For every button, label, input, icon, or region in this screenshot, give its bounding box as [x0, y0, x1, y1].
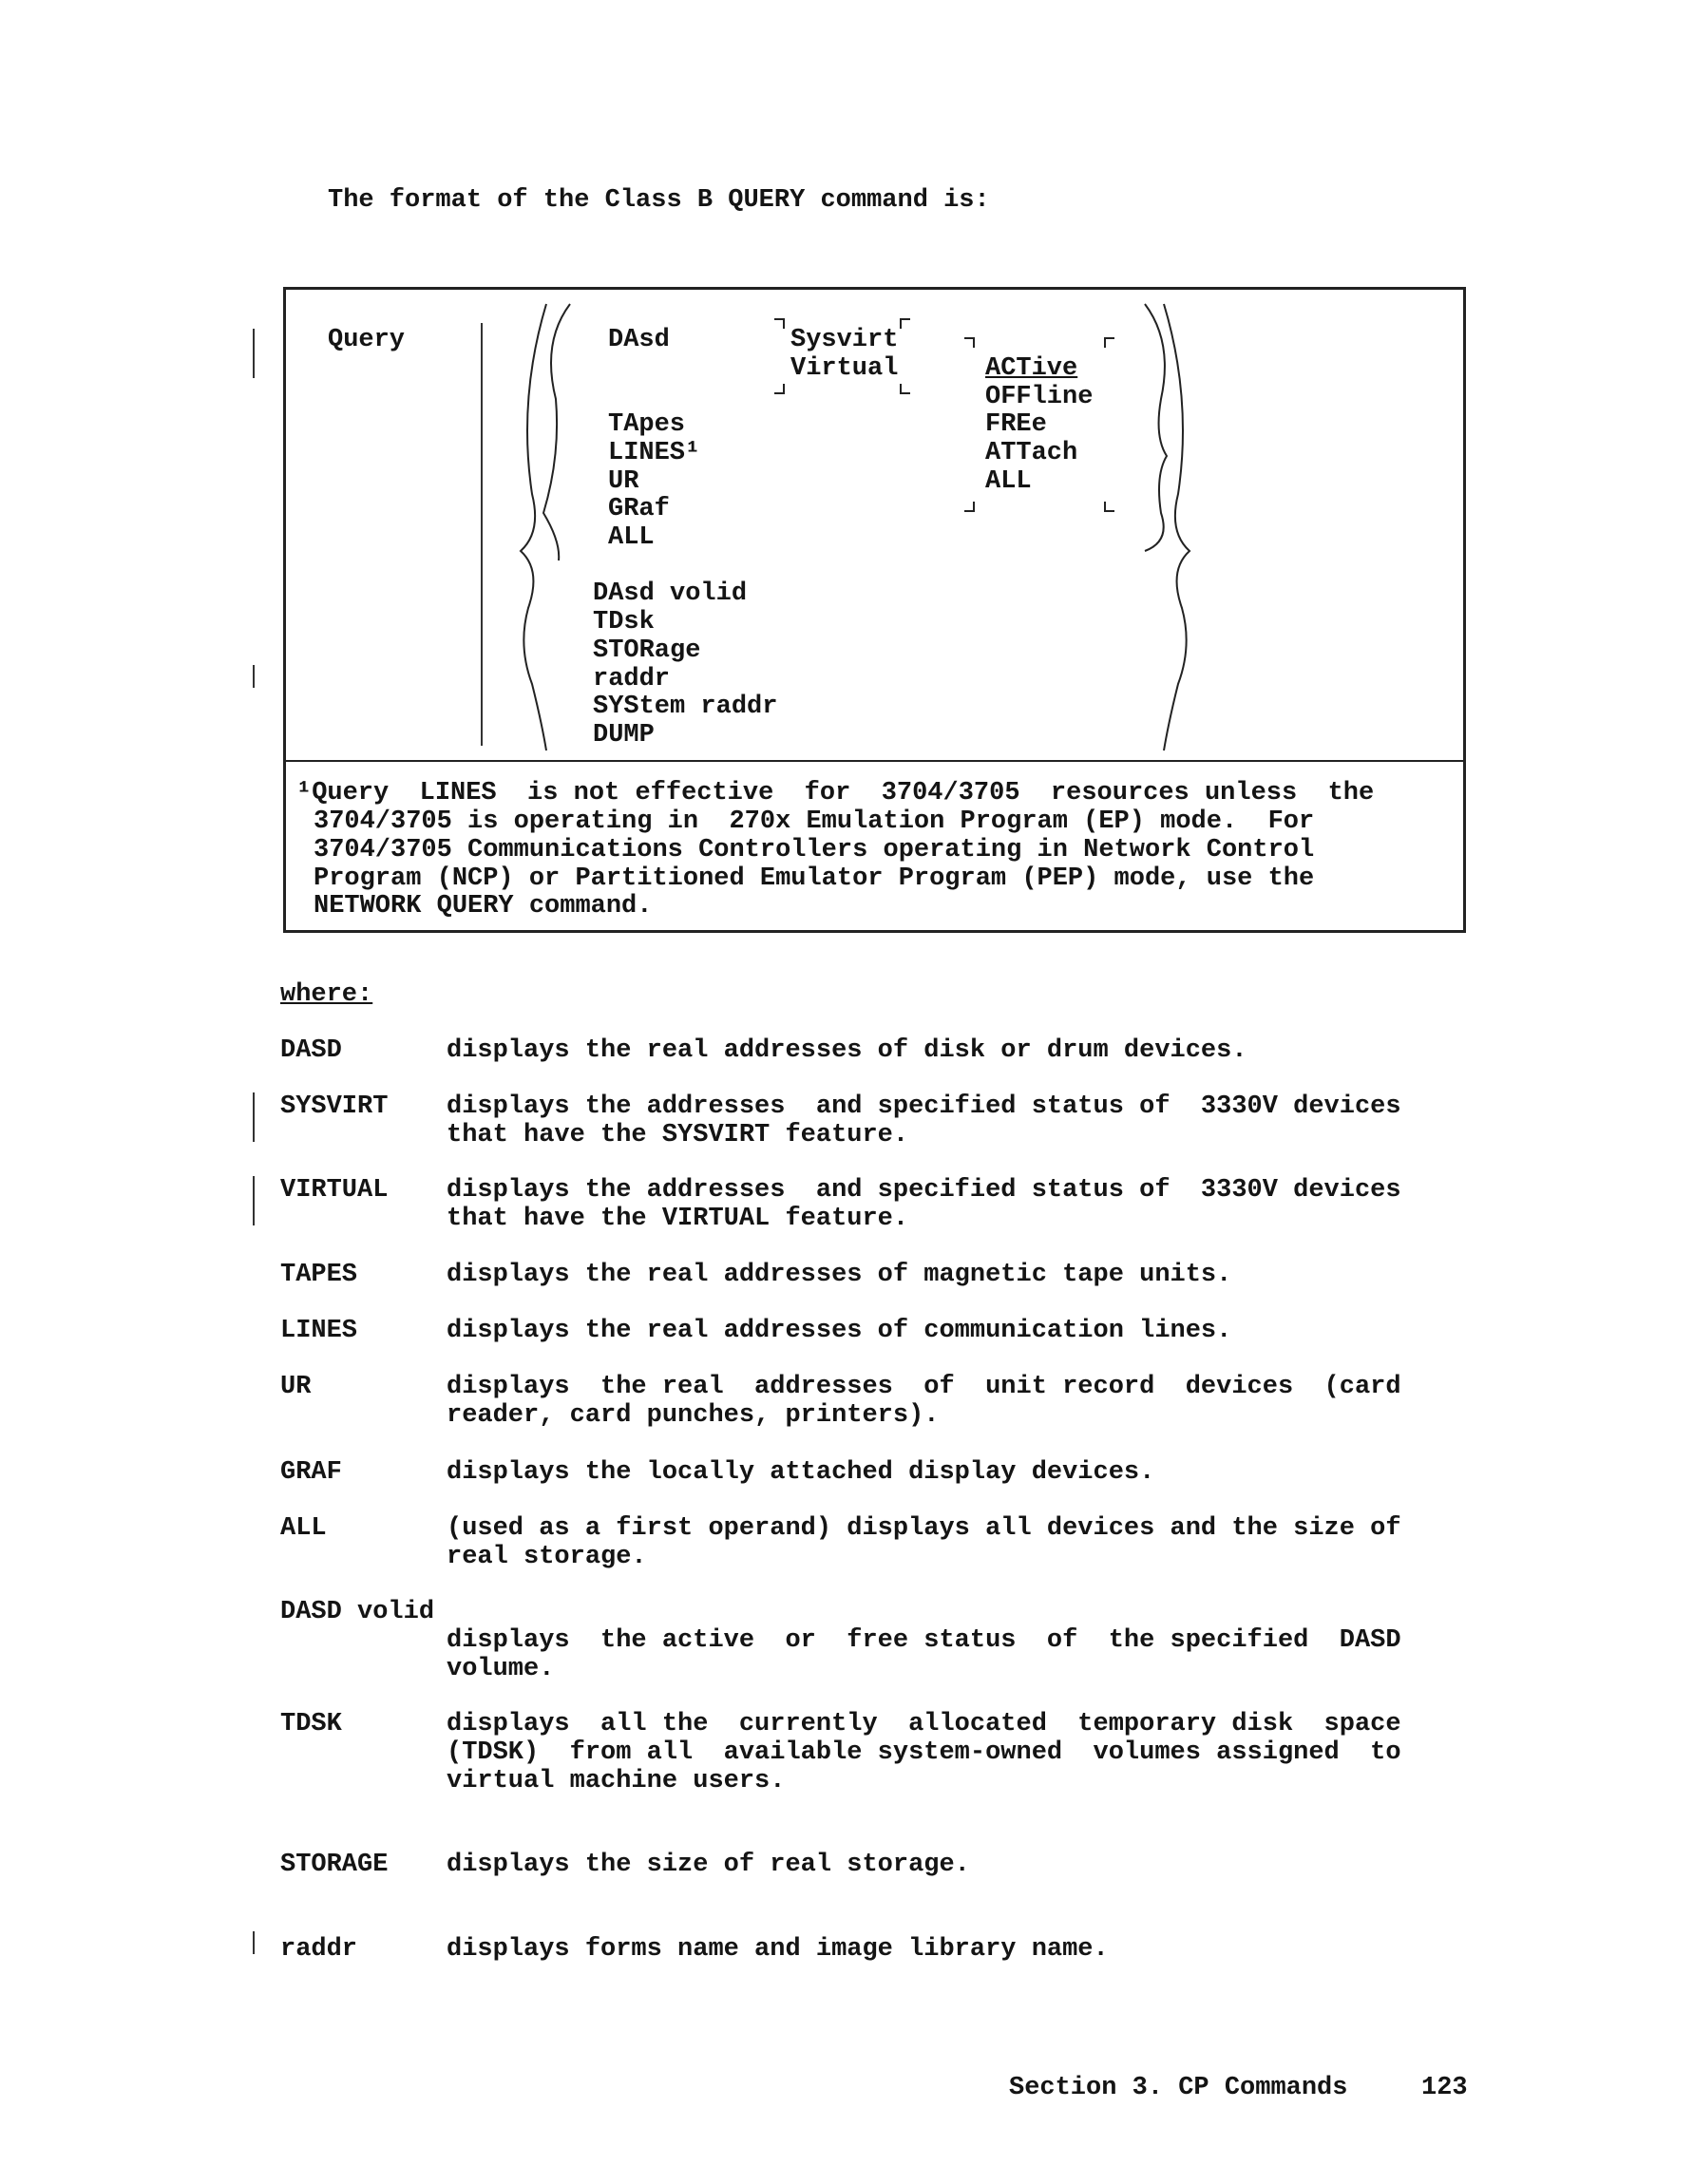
- definition-text: reader, card punches, printers).: [447, 1401, 940, 1430]
- footnote-line: 3704/3705 is operating in 270x Emulation Program (EP) mode. For: [314, 807, 1315, 836]
- footnote-line: Program (NCP) or Partitioned Emulator Program (PEP) mode, use the: [314, 864, 1315, 893]
- definition-text: displays the real addresses of magnetic tape units.: [447, 1261, 1232, 1289]
- definition-text: displays the real addresses of disk or drum devices.: [447, 1036, 1247, 1065]
- operand-tdsk: TDsk: [593, 608, 655, 636]
- operand-system-raddr: SYStem raddr: [593, 693, 778, 721]
- definition-text: displays the addresses and specified status of 3330V devices: [447, 1176, 1401, 1205]
- definition-text: displays the size of real storage.: [447, 1851, 970, 1879]
- definition-term: raddr: [280, 1935, 358, 1964]
- definition-text: that have the SYSVIRT feature.: [447, 1121, 909, 1149]
- operand-dasd-volid: DAsd volid: [593, 579, 748, 608]
- operand-dump: DUMP: [593, 721, 655, 750]
- definition-text: displays the active or free status of the specified DASD: [447, 1626, 1401, 1655]
- footnote-line: 3704/3705 Communications Controllers operating in Network Control: [314, 836, 1315, 864]
- definition-text: virtual machine users.: [447, 1767, 786, 1795]
- operand-storage: STORage: [593, 636, 701, 665]
- operand-raddr: raddr: [593, 665, 671, 693]
- operand-tapes: TApes: [608, 410, 686, 439]
- definition-term: VIRTUAL: [280, 1176, 389, 1205]
- command-name: Query: [328, 326, 406, 354]
- footer-page-number: 123: [1421, 2074, 1468, 2102]
- option-sysvirt: Sysvirt: [790, 326, 899, 354]
- footnote-line: ¹Query LINES is not effective for 3704/3705 resources unless the: [296, 779, 1375, 807]
- status-all: ALL: [985, 467, 1032, 496]
- definition-term: ALL: [280, 1514, 327, 1543]
- definition-term: SYSVIRT: [280, 1092, 389, 1121]
- definition-term: STORAGE: [280, 1851, 389, 1879]
- operand-graf: GRaf: [608, 495, 670, 523]
- footer-section: Section 3. CP Commands: [1009, 2074, 1348, 2102]
- definition-text: displays all the currently allocated temporary disk space: [447, 1710, 1401, 1738]
- definition-text: displays the locally attached display devices.: [447, 1458, 1155, 1487]
- status-active: ACTive: [985, 354, 1078, 383]
- operand-ur: UR: [608, 467, 639, 496]
- definition-term: GRAF: [280, 1458, 342, 1487]
- where-label: where:: [280, 980, 373, 1009]
- definition-text: (used as a first operand) displays all devices and the size of: [447, 1514, 1401, 1543]
- definition-term: LINES: [280, 1317, 358, 1345]
- definition-term: TDSK: [280, 1710, 342, 1738]
- intro-text: The format of the Class B QUERY command is:: [328, 186, 990, 215]
- definition-text: displays the real addresses of communication lines.: [447, 1317, 1232, 1345]
- definition-text: displays the real addresses of unit record devices (card: [447, 1373, 1401, 1401]
- revision-bar: [253, 1176, 255, 1225]
- definition-text: (TDSK) from all available system-owned volumes assigned to: [447, 1738, 1401, 1767]
- operand-lines: LINES¹: [608, 439, 701, 467]
- revision-bar: [253, 1092, 255, 1142]
- definition-term: DASD volid: [280, 1598, 435, 1626]
- definition-text: real storage.: [447, 1543, 647, 1571]
- definition-text: volume.: [447, 1655, 555, 1683]
- footnote-line: NETWORK QUERY command.: [314, 892, 653, 921]
- status-offline: OFFline: [985, 383, 1094, 411]
- definition-text: displays the addresses and specified status of 3330V devices: [447, 1092, 1401, 1121]
- status-free: FREe: [985, 410, 1047, 439]
- revision-bar: [253, 1931, 255, 1954]
- operand-all: ALL: [608, 523, 655, 552]
- status-attach: ATTach: [985, 439, 1078, 467]
- definition-term: DASD: [280, 1036, 342, 1065]
- definition-term: UR: [280, 1373, 312, 1401]
- operand-dasd: DAsd: [608, 326, 670, 354]
- definition-text: that have the VIRTUAL feature.: [447, 1205, 909, 1233]
- option-virtual: Virtual: [790, 354, 899, 383]
- definition-text: displays forms name and image library name.: [447, 1935, 1109, 1964]
- definition-term: TAPES: [280, 1261, 358, 1289]
